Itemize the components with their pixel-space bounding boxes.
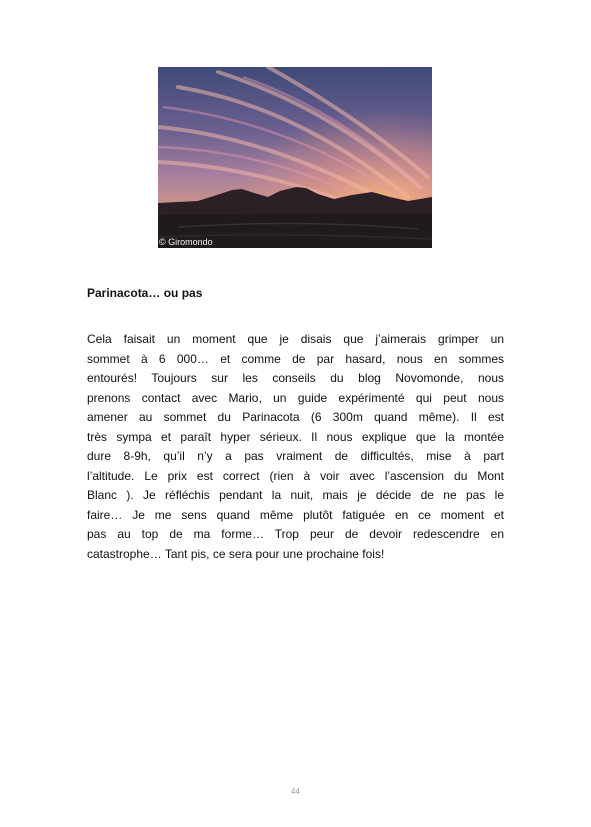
sunset-mountain-photo [158,67,432,248]
paragraph-line: l’altitude. Le prix est correct (rien à voir avec l’ascension du Mont [87,468,504,483]
section-heading: Parinacota… ou pas [87,286,203,300]
paragraph-line: catastrophe… Tant pis, ce sera pour une prochaine fois! [87,546,385,561]
paragraph-line: dure 8-9h, qu’il n’y a pas vraiment de difficultés, mise à part [87,449,504,463]
paragraph-line: sommet à 6 000… et comme de par hasard, nous en sommes [87,351,504,366]
paragraph-line: faire… Je me sens quand même plutôt fatiguée en ce moment et [87,507,504,522]
photo-credit-watermark: © Giromondo [159,237,213,247]
paragraph-line: amener au sommet du Parinacota (6 300m quand même). Il est [87,410,504,424]
paragraph-line: Cela faisait un moment que je disais que j’aimerais grimper un [87,332,504,346]
paragraph-line: entourés! Toujours sur les conseils du blog Novomonde, nous [87,371,504,385]
paragraph-line: très sympa et paraît hyper sérieux. Il nous explique que la montée [87,429,504,444]
page-number: 44 [291,787,300,796]
photo-illustration [158,67,432,248]
body-paragraph [87,330,504,564]
paragraph-line: pas au top de ma forme… Trop peur de devoir redescendre en [87,527,504,541]
paragraph-line: Blanc ). Je réfléchis pendant la nuit, mais je décide de ne pas le [87,488,504,502]
paragraph-line: prenons contact avec Mario, un guide expérimenté qui peut nous [87,390,504,405]
